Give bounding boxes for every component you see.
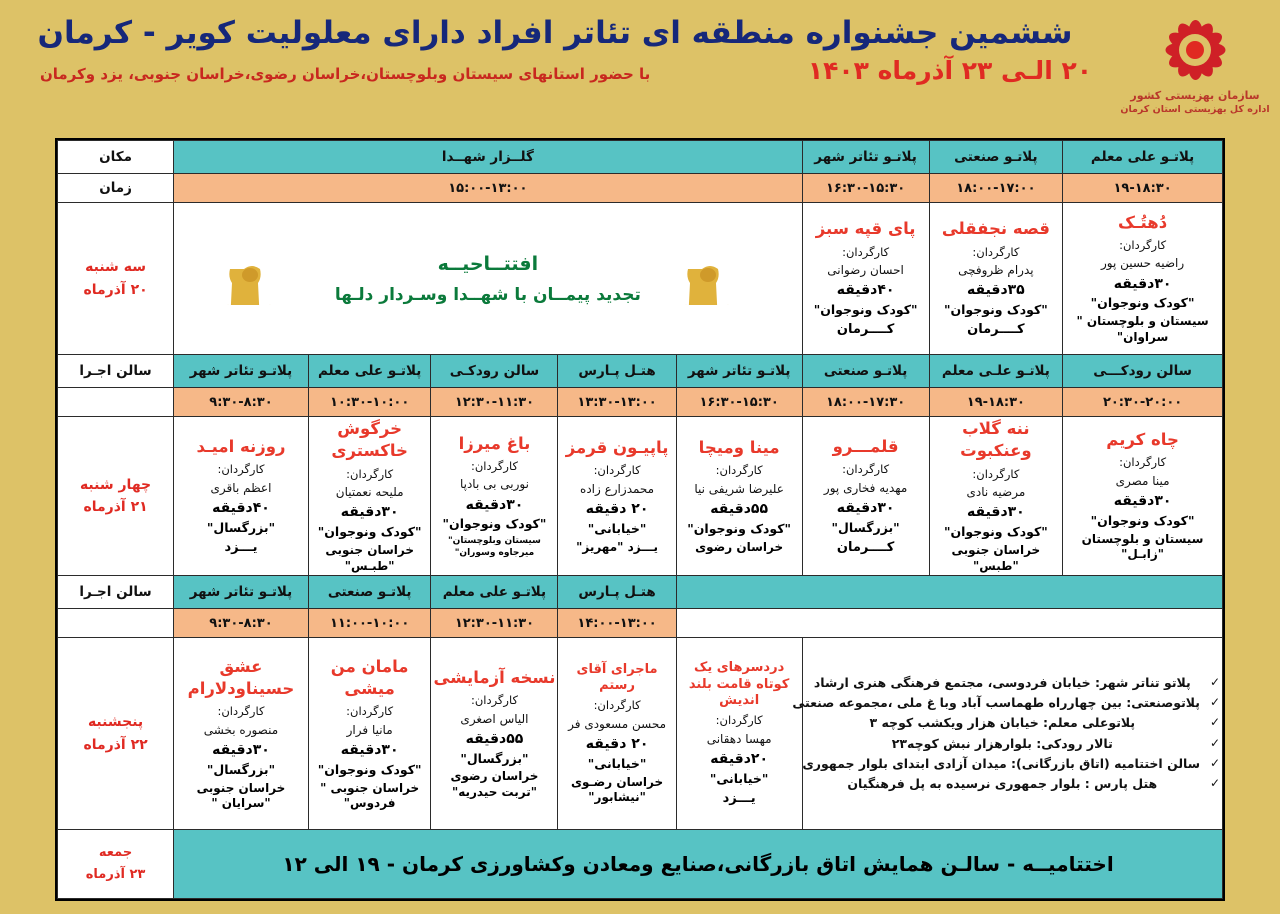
day-date: ۲۱ آذرماه [83, 499, 148, 516]
show-province: خراسان جنوبی "سرایان " [196, 780, 286, 811]
poster-header [0, 0, 1280, 138]
show-cell [1063, 203, 1223, 355]
show-duration: ۳۰دقیقه [836, 499, 895, 516]
show-province: یـــزد "مهریز" [576, 539, 659, 554]
director-name: ملیحه نعمتیان [335, 485, 404, 500]
venue-cell: پلاتـو علی معلم [431, 576, 558, 609]
show-province: خراسان جنوبی "طبس" [951, 543, 1041, 573]
venue-cell: پلاتـو تئاتر شهر [802, 141, 929, 174]
show-province: کــــرمان [836, 539, 895, 555]
show-title: پای قپه سبز [815, 219, 916, 239]
thursday-venue-row [58, 576, 1223, 609]
row-label-time: زمان [58, 174, 174, 203]
time-cell: ۱۳:۳۰-۱۳:۰۰ [558, 388, 676, 417]
day-date: ۲۰ آذرماه [83, 281, 148, 298]
row-label-hall-spacer [58, 388, 174, 417]
director-label: کارگردان: [972, 466, 1020, 481]
venue-cell: پلاتـو تئاتر شهر [174, 355, 309, 388]
venue-cell: پلاتـو علی معلم [1063, 141, 1223, 174]
time-cell: ۹:۳۰-۸:۳۰ [174, 388, 309, 417]
participating-provinces: با حضور استانهای سیستان وبلوچستان،خراسان رضوی،خراسان جنوبی، یزد وکرمان [40, 65, 651, 84]
row-label-hall: سالن اجـرا [58, 576, 174, 609]
venue-address-list [792, 638, 1222, 830]
show-duration: ۳۰دقیقه [340, 504, 399, 521]
show-duration: ۵۵دقیقه [465, 730, 524, 747]
wednesday-venue-row [58, 355, 1223, 388]
director-label: کارگردان: [1119, 455, 1167, 470]
show-category: "کودک ونوجوان" [317, 524, 422, 540]
time-cell-empty [676, 609, 1222, 638]
show-duration: ۳۵دقیقه [967, 282, 1025, 299]
show-duration: ۳۰دقیقه [1113, 493, 1172, 510]
show-category: "کودک ونوجوان" [687, 520, 792, 536]
address-text: سالن اختتامیه (اتاق بازرگانی): میدان آزادی ابتدای بلوار جمهوری [802, 755, 1200, 771]
director-label: کارگردان: [972, 244, 1020, 259]
festival-date-range: ۲۰ الـی ۲۳ آذرماه ۱۴۰۳ [807, 56, 1092, 86]
time-cell: ۲۰:۳۰-۲۰:۰۰ [1063, 388, 1223, 417]
show-duration: ۳۰دقیقه [967, 504, 1025, 521]
address-text: پلاتوعلی معلم: خیابان هزار ویکشب کوچه ۳ [869, 715, 1136, 731]
show-title: باغ میرزا [458, 433, 531, 453]
show-cell [802, 203, 929, 355]
show-title: مامان من میشی [330, 656, 409, 698]
schedule-grid [57, 140, 1223, 899]
venue-cell: پلاتـو تئاتر شهر [676, 355, 802, 388]
thursday-shows-row [58, 638, 1223, 830]
day-label-tuesday [58, 203, 174, 355]
venue-cell: سالن رودکـــی [1063, 355, 1223, 388]
time-cell: ۱۹-۱۸:۳۰ [929, 388, 1063, 417]
director-name: محمدزارع زاده [580, 481, 655, 496]
director-label: کارگردان: [217, 462, 265, 477]
director-label: کارگردان: [346, 704, 394, 719]
show-category: "خیابانی" [587, 755, 647, 771]
show-category: "کودک ونوجوان" [943, 302, 1048, 318]
show-category: "خیابانی" [709, 770, 769, 786]
day-label-friday [58, 830, 174, 899]
show-province: خراسان جنوبی "طبـس" [325, 543, 414, 573]
director-label: کارگردان: [593, 698, 641, 713]
show-cell [558, 417, 676, 576]
schedule-table [55, 138, 1225, 901]
address-text: پلاتو تناتر شهر: خیابان فردوسی، مجتمع فرهنگی هنری ارشاد [813, 674, 1191, 690]
show-province: یـــزد [722, 790, 756, 806]
show-province: کــــرمان [836, 322, 895, 338]
check-icon: ✓ [1209, 715, 1220, 730]
ceremony-subtitle: تجدید پیمــان با شهــدا وسـردار دلـها [334, 284, 641, 305]
show-cell [929, 417, 1063, 576]
show-title: قصه نجفقلی [941, 219, 1050, 239]
show-province: خراسان رضوی [695, 539, 784, 554]
show-category: "بزرگسال" [831, 519, 900, 535]
show-duration: ۵۵دقیقه [710, 500, 768, 517]
venue-cell: پلاتـو صنعتی [802, 355, 929, 388]
director-name: الیاس اصغری [460, 711, 529, 726]
address-item [805, 713, 1220, 733]
show-province: سیستان و بلوچستان "زابـل" [1081, 531, 1204, 562]
venue-cell: پلاتـو تئاتر شهر [174, 576, 309, 609]
time-cell: ۱۰:۳۰-۱۰:۰۰ [308, 388, 431, 417]
day-date: ۲۲ آذرماه [83, 736, 148, 753]
time-cell: ۹:۳۰-۸:۳۰ [174, 609, 309, 638]
show-cell [558, 638, 676, 830]
venue-cell: پلاتـو علـی معلم [929, 355, 1063, 388]
show-duration: ۳۰دقیقه [465, 496, 524, 513]
time-cell: ۱۹-۱۸:۳۰ [1063, 174, 1223, 203]
director-name: راضیه حسین پور [1100, 256, 1185, 271]
show-province: یـــزد [224, 539, 258, 555]
wednesday-shows-row [58, 417, 1223, 576]
venue-cell: پلاتـو صنعتی [308, 576, 431, 609]
show-cell [308, 417, 431, 576]
venue-cell: گلــزار شهــدا [174, 141, 802, 174]
tuesday-time-row [58, 174, 1223, 203]
director-name: مانیا فرار [346, 722, 393, 737]
director-name: احسان رضوانی [827, 263, 904, 278]
time-cell: ۱۶:۳۰-۱۵:۳۰ [802, 174, 929, 203]
director-name: اعظم باقری [210, 480, 272, 495]
show-category: "بزرگسال" [206, 761, 276, 777]
show-title: دُهتُـک [1117, 212, 1168, 232]
show-duration: ۴۰دقیقه [212, 499, 270, 516]
check-icon: ✓ [1209, 674, 1220, 689]
address-text: تالار رودکی: بلوارهزار نبش کوچه۲۳ [891, 735, 1113, 751]
director-name: منصوره بخشی [203, 722, 279, 737]
address-text: هتل پارس : بلوار جمهوری نرسیده به پل فرهنگیان [847, 776, 1158, 792]
address-item [805, 774, 1220, 794]
venue-cell: پلاتـو صنعتی [929, 141, 1063, 174]
day-date: ۲۳ آذرماه [85, 867, 146, 883]
show-duration: ۲۰ دقیقه [585, 500, 649, 517]
show-province: سیستان وبلوچستان" میرجاوه وسوران" [447, 536, 541, 559]
show-cell [929, 203, 1063, 355]
day-name: جمعه [98, 845, 133, 861]
show-province: خراسان رضوی "تربت حیدریه" [450, 769, 539, 800]
show-duration: ۴۰دقیقه [836, 282, 895, 299]
director-label: کارگردان: [715, 713, 763, 728]
show-title: چاه کریم [1106, 430, 1179, 450]
row-label-place: مکان [58, 141, 174, 174]
show-cell [431, 638, 558, 830]
show-category: "خیابانی" [587, 520, 647, 536]
show-title: ماجرای آقای رستم [576, 661, 658, 693]
day-name: سه شنبه [85, 259, 146, 276]
check-icon: ✓ [1209, 755, 1220, 770]
show-cell [308, 638, 431, 830]
show-cell [802, 417, 929, 576]
show-category: "بزرگسال" [460, 750, 529, 766]
show-title: پاپیـون قرمز [565, 437, 669, 457]
show-duration: ۳۰دقیقه [340, 741, 399, 758]
time-cell: ۱۵:۰۰-۱۳:۰۰ [174, 174, 802, 203]
time-cell: ۱۱:۰۰-۱۰:۰۰ [308, 609, 431, 638]
address-item [792, 693, 1220, 713]
flower-logo-icon [1164, 19, 1226, 81]
director-label: کارگردان: [1119, 237, 1167, 252]
director-label: کارگردان: [346, 466, 394, 481]
org-line-1: سازمان بهزیستی کشور [1130, 89, 1260, 103]
check-icon: ✓ [1209, 735, 1220, 750]
address-item [805, 673, 1220, 693]
thursday-time-row [58, 609, 1223, 638]
row-label-hall: سالن اجـرا [58, 355, 174, 388]
closing-ceremony-text: اختتامیــه - سالـن همایش اتاق بازرگانی،صنایع ومعادن وکشاورزی کرمان - ۱۹ الی ۱۲ [174, 830, 1223, 899]
opening-ceremony-cell [174, 203, 802, 355]
address-item [805, 734, 1220, 754]
organization-name [1120, 89, 1269, 117]
director-name: مینا مصری [1115, 473, 1170, 488]
show-duration: ۲۰ دقیقه [585, 735, 649, 752]
tuesday-shows-row [58, 203, 1223, 355]
show-duration: ۳۰دقیقه [212, 741, 270, 758]
show-category: "کودک ونوجوان" [943, 524, 1048, 540]
show-duration: ۲۰دقیقه [710, 750, 768, 767]
wednesday-time-row [58, 388, 1223, 417]
day-name: پنجشنبه [87, 714, 144, 731]
show-title: عشق حسیناودلارام [187, 656, 295, 698]
show-title: ننه گلاب وعنکبوت [960, 419, 1032, 461]
time-cell: ۱۴:۰۰-۱۳:۰۰ [558, 609, 676, 638]
show-title: دردسرهای یک کوتاه قامت بلند اندیش [688, 660, 790, 708]
show-title: روزنه امیـد [196, 436, 286, 456]
venue-cell-empty [676, 576, 1222, 609]
day-label-thursday [58, 638, 174, 830]
show-cell [676, 638, 802, 830]
show-cell [174, 638, 309, 830]
show-province: خراسان رضـوی "نیشابور" [571, 774, 664, 805]
show-province: سیستان و بلوچستان " سراوان" [1076, 314, 1209, 344]
show-category: "کودک ونوجوان" [442, 516, 547, 532]
show-cell [676, 417, 802, 576]
check-icon: ✓ [1209, 695, 1220, 710]
show-province: کــــرمان [967, 322, 1025, 338]
director-name: نوربی بی بادپا [459, 477, 529, 492]
day-name: چهار شنبه [79, 476, 152, 493]
show-cell [1063, 417, 1223, 576]
org-line-2: اداره کل بهزیستی استان کرمان [1120, 104, 1270, 116]
director-label: کارگردان: [842, 462, 890, 477]
show-duration: ۳۰دقیقه [1113, 275, 1172, 292]
show-category: "کودک ونوجوان" [813, 302, 918, 318]
check-icon: ✓ [1209, 776, 1220, 791]
time-cell: ۱۸:۰۰-۱۷:۰۰ [929, 174, 1063, 203]
show-category: "کودک ونوجوان" [1090, 295, 1195, 311]
tuesday-venue-row [58, 141, 1223, 174]
show-category: "کودک ونوجوان" [317, 761, 422, 777]
director-name: مرضیه نادی [966, 485, 1026, 500]
time-cell: ۱۶:۳۰-۱۵:۳۰ [676, 388, 802, 417]
venue-cell: هتـل پـارس [558, 355, 676, 388]
show-title: خرگوش خاکستری [331, 419, 408, 461]
time-cell: ۱۲:۳۰-۱۱:۳۰ [431, 609, 558, 638]
director-label: کارگردان: [842, 244, 890, 259]
director-name: پدرام ظروفچی [958, 263, 1034, 278]
venue-cell: سالن رودکـی [431, 355, 558, 388]
director-name: مهسا دهقانی [706, 731, 772, 746]
show-title: نسخه آزمایشی [433, 667, 556, 687]
director-label: کارگردان: [470, 692, 518, 707]
venue-cell: هتـل پـارس [558, 576, 676, 609]
venue-cell: پلاتـو علی معلم [308, 355, 431, 388]
show-category: "بزرگسال" [206, 519, 276, 535]
director-label: کارگردان: [470, 458, 518, 473]
day-label-wednesday [58, 417, 174, 576]
time-cell: ۱۲:۳۰-۱۱:۳۰ [431, 388, 558, 417]
header-titles [0, 0, 1110, 86]
ceremony-title: افتتــاحیــه [437, 252, 539, 275]
director-name: علیرضا شریفی نیا [694, 481, 784, 496]
row-label-hall-spacer [58, 609, 174, 638]
friday-closing-row [58, 830, 1223, 899]
show-cell [174, 417, 309, 576]
show-title: قلمـــرو [832, 436, 899, 456]
address-item [802, 754, 1220, 774]
address-text: پلاتوصنعتی: بین چهارراه طهماسب آباد وبا غ ملی ،مجموعه صنعتی [792, 695, 1200, 711]
show-cell [431, 417, 558, 576]
show-category: "کودک ونوجوان" [1090, 512, 1195, 528]
time-cell: ۱۸:۰۰-۱۷:۳۰ [802, 388, 929, 417]
director-label: کارگردان: [593, 463, 641, 478]
show-province: خراسان جنوبی " فردوس" [320, 780, 420, 811]
show-title: مینا ومیچا [698, 437, 780, 457]
director-name: مهدیه فخاری پور [823, 480, 908, 495]
director-name: محسن مسعودی فر [568, 716, 666, 731]
director-label: کارگردان: [217, 704, 265, 719]
organization-logo [1110, 0, 1280, 130]
festival-title: ششمین جشنواره منطقه ای تئاتر افراد دارای معلولیت کویر - کرمان [37, 15, 1073, 51]
director-label: کارگردان: [715, 463, 763, 478]
